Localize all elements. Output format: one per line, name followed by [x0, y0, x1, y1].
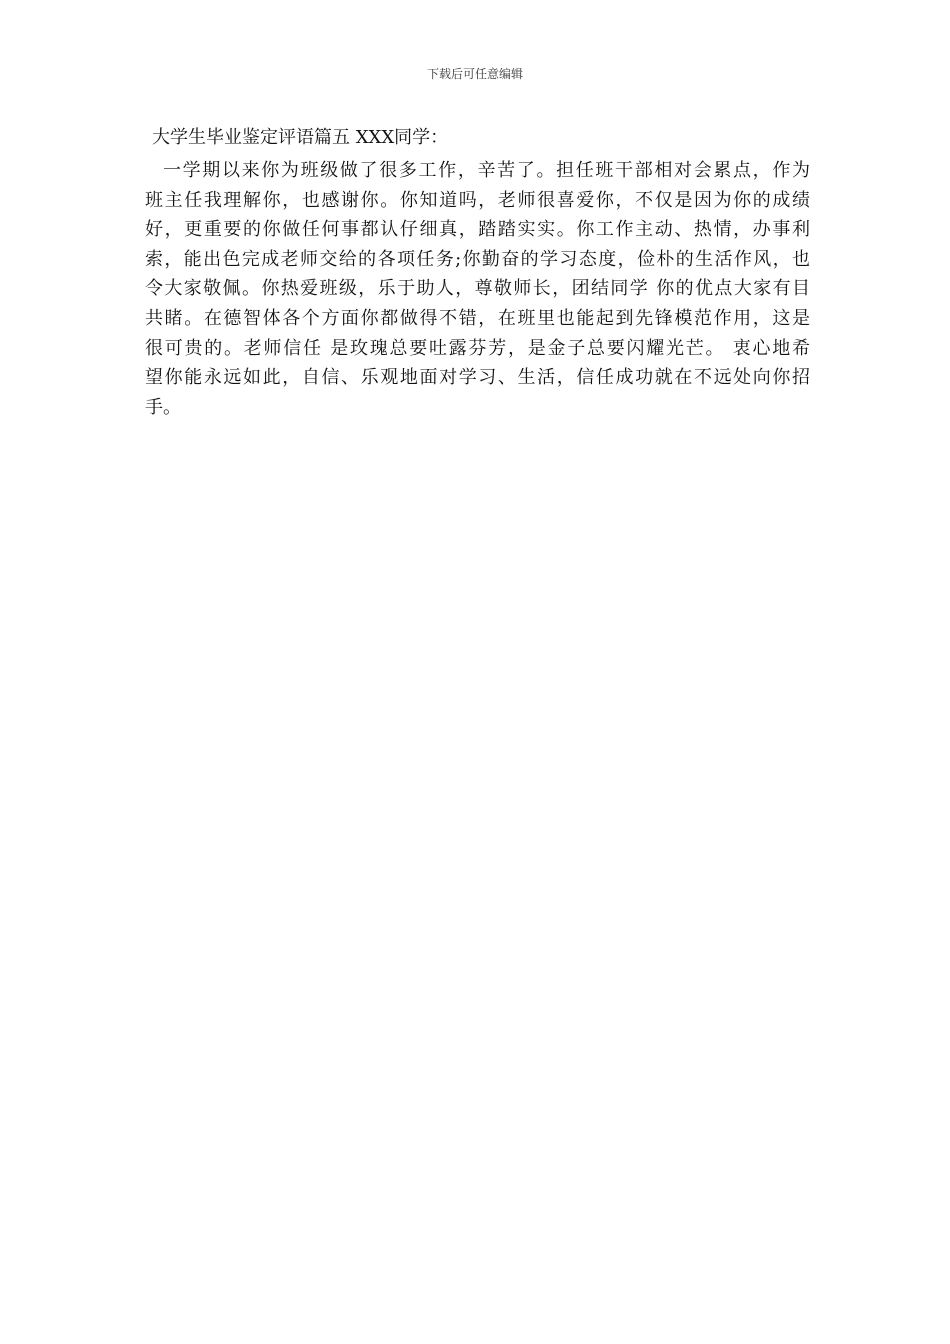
paragraph-line: 班主任我理解你，也感谢你。你知道吗，老师很喜爱你，不仅是因为你的成绩	[145, 189, 810, 211]
paragraph-line: 共睹。在德智体各个方面你都做得不错，在班里也能起到先锋模范作用，这是	[145, 307, 810, 329]
paragraph-line: 一学期以来你为班级做了很多工作，辛苦了。担任班干部相对会累点，作为	[163, 160, 810, 181]
paragraph-line: 索，能出色完成老师交给的各项任务;你勤奋的学习态度，俭朴的生活作风，也	[145, 248, 810, 270]
body-paragraph	[145, 156, 810, 422]
paragraph-line: 好，更重要的你做任何事都认仔细真，踏踏实实。你工作主动、热情，办事利	[145, 219, 810, 241]
page-header: 下载后可任意编辑	[426, 67, 523, 81]
paragraph-line: 望你能永远如此，自信、乐观地面对学习、生活，信任成功就在不远处向你招	[145, 367, 810, 389]
paragraph-line: 手。	[145, 396, 181, 418]
document-title: 大学生毕业鉴定评语篇五 XXX同学：	[152, 127, 449, 148]
paragraph-line: 很可贵的。老师信任 是玫瑰总要吐露芬芳，是金子总要闪耀光芒。 衷心地希	[145, 337, 810, 359]
paragraph-line: 令大家敬佩。你热爱班级，乐于助人，尊敬师长，团结同学 你的优点大家有目	[145, 278, 810, 300]
